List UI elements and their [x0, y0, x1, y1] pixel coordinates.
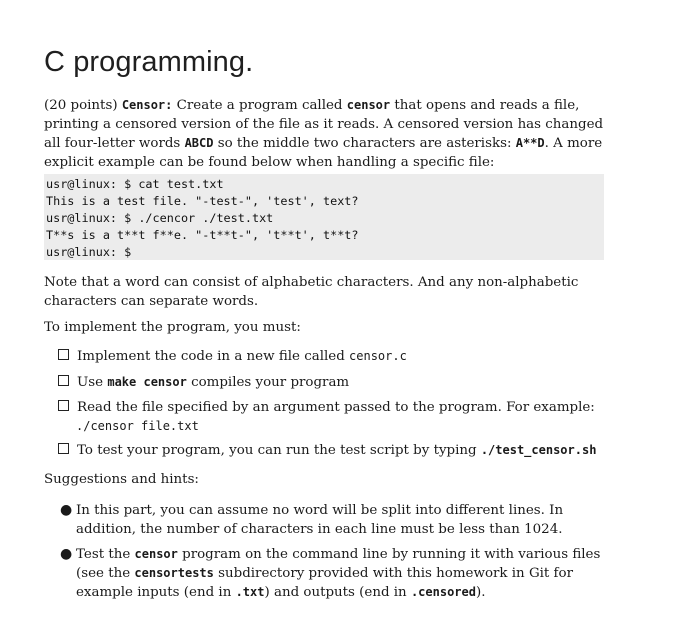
hints-title: Suggestions and hints:: [44, 472, 199, 487]
code-line: T**s is a t**t f**e. "-t**t-", 't**t', t**t?: [46, 228, 359, 242]
filename: censor.c: [349, 349, 407, 363]
code-example: [44, 174, 604, 260]
hint-text-part: ) and outputs (end in: [264, 585, 411, 600]
hint-text-part: Test the: [76, 547, 135, 562]
make-command: make censor: [107, 375, 187, 389]
hint-text-part: subdirectory provided with this homework in Git for example inputs (end in: [76, 566, 573, 600]
checkbox-icon[interactable]: [58, 349, 69, 360]
checklist-item: [58, 398, 606, 436]
checklist-item: [58, 441, 606, 460]
task-label: Censor:: [121, 98, 173, 112]
intro-text: Create a program called: [172, 98, 347, 113]
extension: .txt: [235, 585, 265, 599]
example-command: ./censor file.txt: [76, 419, 199, 433]
code-line: usr@linux: $: [46, 245, 132, 259]
checklist-text: Implement the code in a new file called: [77, 349, 350, 364]
note-paragraph: Note that a word can consist of alphabetic characters. And any non-alphabetic characters can separate words.: [44, 275, 579, 309]
program-name: censor: [134, 547, 178, 561]
checkbox-icon[interactable]: [58, 400, 69, 411]
test-script: ./test_censor.sh: [480, 443, 597, 457]
checklist-item: [58, 347, 606, 366]
bullet-icon: ●: [60, 502, 73, 518]
extension: .censored: [410, 585, 476, 599]
hint-text: In this part, you can assume no word will be split into different lines. In addition, the number of characters in each line must be less than 1024.: [76, 503, 564, 537]
hint-item: [60, 545, 606, 605]
program-name: censor: [346, 98, 391, 112]
code-line: usr@linux: $ ./cencor ./test.txt: [46, 211, 274, 225]
hint-item: [60, 501, 606, 541]
checklist-text: To test your program, you can run the test script by typing: [77, 443, 481, 458]
code-line: This is a test file. "-test-", 'test', text?: [46, 194, 359, 208]
must-intro: To implement the program, you must:: [44, 320, 301, 335]
checkbox-icon[interactable]: [58, 375, 69, 386]
directory-name: censortests: [134, 566, 214, 580]
points-label: (20 points): [44, 98, 118, 113]
checklist-item: [58, 373, 606, 392]
page-title: C programming.: [44, 46, 254, 78]
example-word: ABCD: [184, 136, 214, 150]
hint-text-part: ).: [475, 585, 486, 600]
censored-word: A**D: [515, 136, 545, 150]
bullet-icon: ●: [60, 546, 73, 562]
hint-text-part: program on the command line by running it with various files (see the: [76, 547, 601, 581]
intro-paragraph: [44, 96, 604, 172]
intro-text: . A more explicit example can be found below when handling a specific file:: [44, 136, 603, 170]
checklist-text: Read the file specified by an argument passed to the program. For example:: [77, 400, 595, 415]
checkbox-icon[interactable]: [58, 443, 69, 454]
checklist-text: Use: [77, 375, 108, 390]
hint-text: [76, 545, 606, 602]
code-line: usr@linux: $ cat test.txt: [46, 177, 224, 191]
checklist-text: compiles your program: [186, 375, 350, 390]
intro-text: so the middle two characters are asterisks:: [213, 136, 516, 151]
intro-text: that opens and reads a file, printing a censored version of the file as it reads. A censored version has changed all four-letter words: [44, 98, 604, 151]
